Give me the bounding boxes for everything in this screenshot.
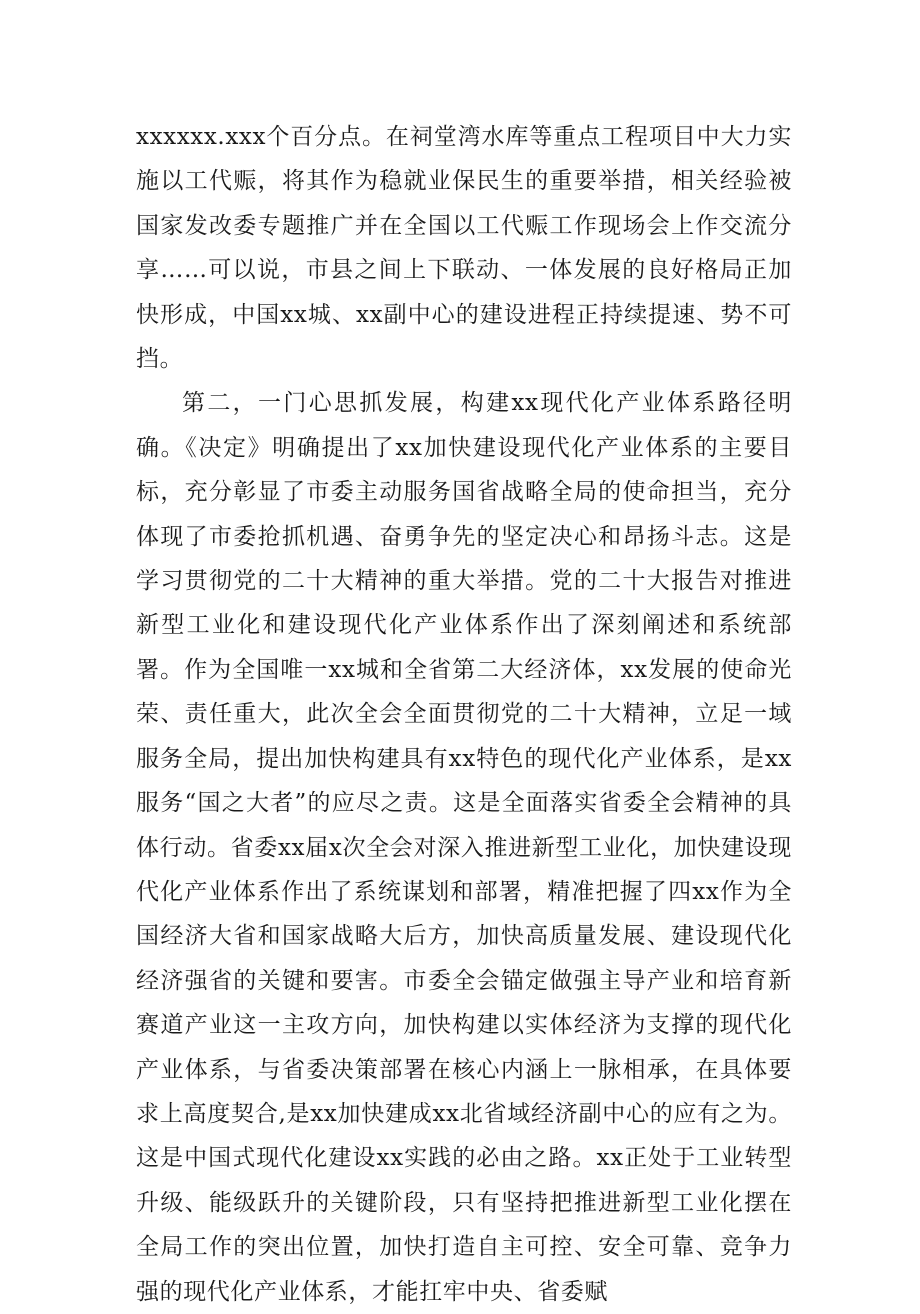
paragraph-second-point: 第二，一门心思抓发展，构建xx现代化产业体系路径明确。《决定》明确提出了xx加快建设现代化产业体系的主要目标，充分彰显了市委主动服务国省战略全局的使命担当，充分体现了市委抢抓机遇、奋勇争先的坚定决心和昂扬斗志。这是学习贯彻党的二十大精神的重大举措。党的二十大报告对推进新型工业化和建设现代化产业体系作出了深刻阐述和系统部署。作为全国唯一xx城和全省第二大经济体，xx发展的使命光荣、责任重大，此次全会全面贯彻党的二十大精神，立足一域服务全局，提出加快构建具有xx特色的现代化产业体系，是xx服务“国之大者”的应尽之责。这是全面落实省委全会精神的具体行动。省委xx届x次全会对深入推进新型工业化，加快建设现代化产业体系作出了系统谋划和部署，精准把握了四xx作为全国经济大省和国家战略大后方，加快高质量发展、建设现代化经济强省的关键和要害。市委全会锚定做强主导产业和培育新赛道产业这一主攻方向，加快构建以实体经济为支撑的现代化产业体系，与省委决策部署在核心内涵上一脉相承，在具体要求上高度契合,是xx加快建成xx北省域经济副中心的应有之为。这是中国式现代化建设xx实践的必由之路。xx正处于工业转型升级、能级跃升的关键阶段，只有坚持把推进新型工业化摆在全局工作的突出位置，加快打造自主可控、安全可靠、竞争力强的现代化产业体系，才能扛牢中央、省委赋 — [136, 390, 792, 1305]
paragraph-continued: xxxxxx.xxx个百分点。在祠堂湾水库等重点工程项目中大力实施以工代赈，将其作为稳就业保民生的重要举措，相关经验被国家发改委专题推广并在全国以工代赈工作现场会上作交流分享……可以说，市县之间上下联动、一体发展的良好格局正加快形成，中国xx城、xx副中心的建设进程正持续提速、势不可挡。 — [136, 124, 792, 373]
body-text — [136, 115, 792, 1314]
